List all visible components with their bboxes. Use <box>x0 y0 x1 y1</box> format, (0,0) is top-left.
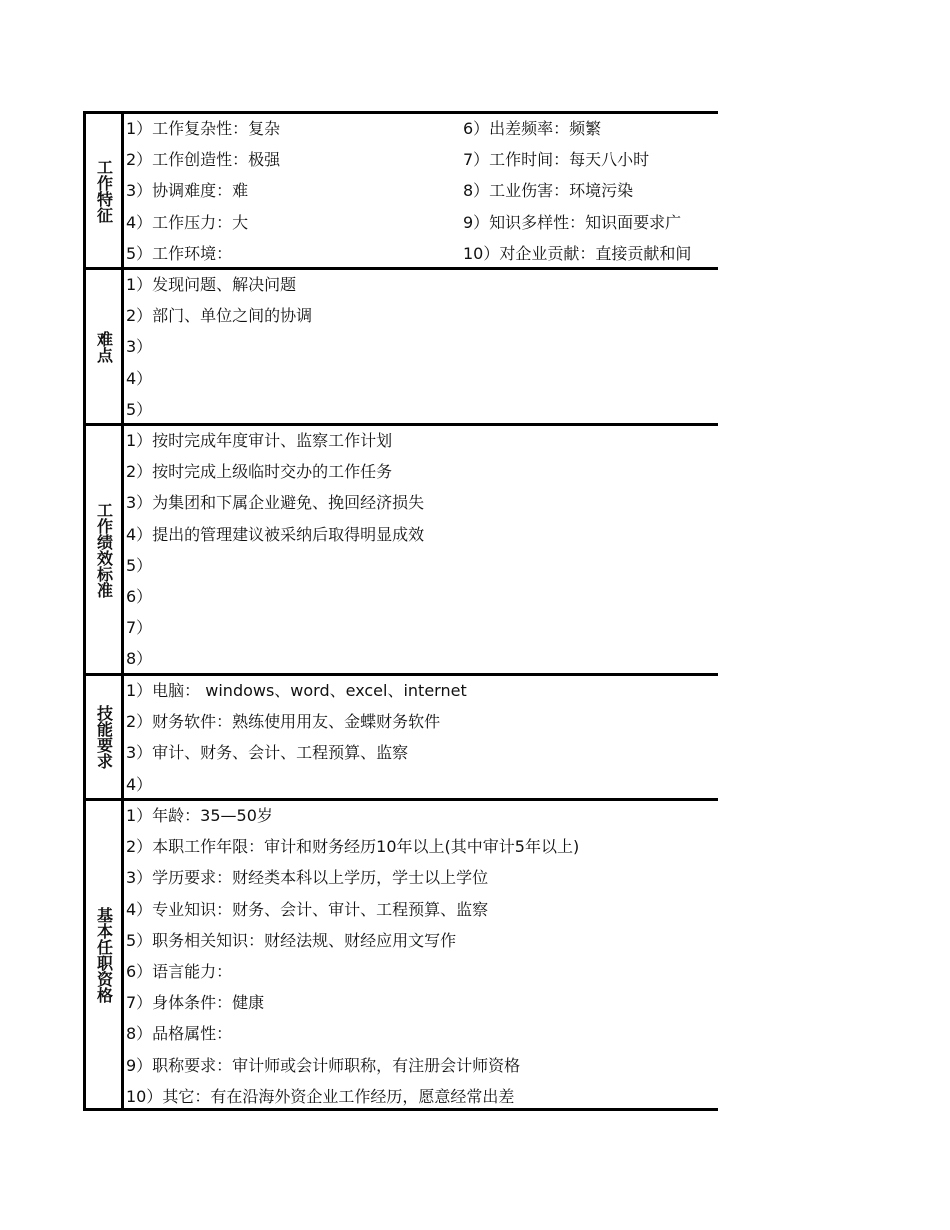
row-text: 2）工作创造性：极强 <box>126 150 281 170</box>
section-label: 基本任职资格 <box>94 906 114 1003</box>
row-text: 1）工作复杂性：复杂 <box>126 119 281 138</box>
row-text: 1）年龄：35—50岁 <box>126 806 273 825</box>
section-work-characteristics <box>83 111 718 267</box>
table-row <box>126 239 718 270</box>
row-text: 1）发现问题、解决问题 <box>126 275 297 294</box>
row-text: 3）审计、财务、会计、工程预算、监察 <box>126 743 409 763</box>
row-text: 2）按时完成上级临时交办的工作任务 <box>126 462 393 482</box>
table-row <box>126 520 718 551</box>
row-text: 7）身体条件：健康 <box>126 993 265 1013</box>
row-text: 8）工业伤害：环境污染 <box>463 181 634 201</box>
section-rows <box>126 270 718 426</box>
table-row <box>126 644 718 675</box>
row-text: 3） <box>126 337 153 357</box>
table-row <box>126 613 718 644</box>
table-row <box>126 488 718 519</box>
section-label: 工作特征 <box>94 158 114 223</box>
section-basic-qualifications <box>83 798 718 1111</box>
row-text: 1）电脑： windows、word、excel、internet <box>126 681 467 700</box>
row-text: 4） <box>126 774 153 794</box>
row-text: 7） <box>126 618 153 638</box>
row-text: 5） <box>126 555 153 575</box>
table-row <box>126 863 718 894</box>
row-text: 2）财务软件：熟练使用用友、金蝶财务软件 <box>126 712 441 732</box>
table-row <box>126 738 718 769</box>
table-row <box>126 364 718 395</box>
table-row <box>126 301 718 332</box>
table-row <box>126 208 718 239</box>
row-text: 10）对企业贡献：直接贡献和间 <box>463 243 692 263</box>
table-row <box>126 1082 718 1111</box>
table-row <box>126 707 718 738</box>
section-label-cell <box>83 676 124 798</box>
row-text: 6）出差频率：频繁 <box>463 119 602 138</box>
row-text: 9）职称要求：审计师或会计师职称，有注册会计师资格 <box>126 1055 521 1075</box>
table-row <box>126 582 718 613</box>
section-label-cell <box>83 270 124 423</box>
table-row <box>126 551 718 582</box>
table-row <box>126 957 718 988</box>
row-text: 3）学历要求：财经类本科以上学历，学士以上学位 <box>126 868 489 888</box>
row-text: 5）工作环境： <box>126 243 233 263</box>
row-text: 4）提出的管理建议被采纳后取得明显成效 <box>126 524 425 544</box>
table-row <box>126 145 718 176</box>
section-label: 技能要求 <box>94 705 114 769</box>
table-row <box>126 988 718 1019</box>
row-text: 9）知识多样性：知识面要求广 <box>463 212 682 232</box>
table-row <box>126 114 718 145</box>
row-text: 4）工作压力：大 <box>126 212 249 232</box>
row-text: 3）协调难度：难 <box>126 181 249 201</box>
section-difficulties <box>83 267 718 423</box>
table-row <box>126 676 718 707</box>
section-label: 难点 <box>94 330 114 363</box>
row-text: 10）其它：有在沿海外资企业工作经历，愿意经常出差 <box>126 1086 515 1106</box>
table-row <box>126 1019 718 1050</box>
table-row <box>126 895 718 926</box>
table-row <box>126 1051 718 1082</box>
row-text: 8）品格属性： <box>126 1024 233 1044</box>
section-rows <box>126 676 718 801</box>
row-text: 3）为集团和下属企业避免、挽回经济损失 <box>126 493 425 513</box>
section-label: 工作绩效标准 <box>94 501 114 598</box>
table-row <box>126 926 718 957</box>
job-spec-table <box>83 111 718 1111</box>
row-text: 4）专业知识：财务、会计、审计、工程预算、监察 <box>126 899 489 919</box>
section-label-cell <box>83 801 124 1108</box>
section-rows <box>126 114 718 270</box>
section-label-cell <box>83 426 124 673</box>
table-row <box>126 426 718 457</box>
section-performance-standards <box>83 423 718 673</box>
table-row <box>126 832 718 863</box>
table-row <box>126 332 718 363</box>
row-text: 8） <box>126 649 153 669</box>
table-row <box>126 457 718 488</box>
row-text: 2）本职工作年限：审计和财务经历10年以上(其中审计5年以上) <box>126 837 580 857</box>
table-row <box>126 176 718 207</box>
table-row <box>126 801 718 832</box>
row-text: 6）语言能力： <box>126 961 233 981</box>
row-text: 4） <box>126 368 153 388</box>
row-text: 5） <box>126 399 153 419</box>
row-text: 6） <box>126 586 153 606</box>
row-text: 1）按时完成年度审计、监察工作计划 <box>126 431 393 450</box>
section-label-cell <box>83 114 124 267</box>
section-skill-requirements <box>83 673 718 798</box>
table-row <box>126 395 718 426</box>
row-text: 2）部门、单位之间的协调 <box>126 306 313 326</box>
table-row <box>126 270 718 301</box>
row-text: 7）工作时间：每天八小时 <box>463 150 650 170</box>
section-rows <box>126 801 718 1111</box>
row-text: 5）职务相关知识：财经法规、财经应用文写作 <box>126 930 457 950</box>
section-rows <box>126 426 718 676</box>
table-row <box>126 770 718 801</box>
